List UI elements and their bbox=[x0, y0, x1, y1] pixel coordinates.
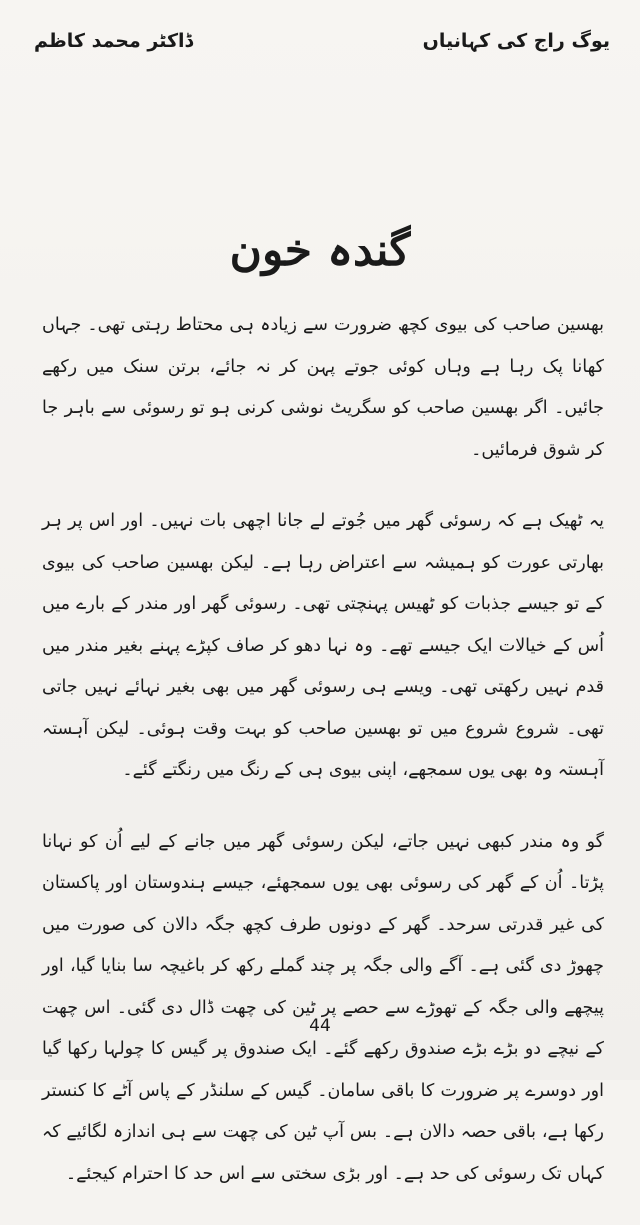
running-author-name: ڈاکٹر محمد کاظم bbox=[34, 30, 193, 52]
paragraph-3: گو وہ مندر کبھی نہیں جاتے، لیکن رسوئی گھر میں جانے کے لیے اُن کو نہانا پڑتا۔ اُن کے گھر کی رسوئی بھی یوں سمجھئے، جیسے ہندوستان اور پاکستان کی غیر قدرتی سرحد۔ گھر کے دونوں طرف کچھ جگہ دالان کی صورت میں چھوڑ دی گئی ہے۔ آگے والی جگہ پر چند گملے رکھ کر باغیچہ سا بنایا گیا، اور پیچھے والی جگہ کے تھوڑے سے حصے پر ٹین کی چھت ڈال دی گئی۔ اس چھت کے نیچے دو بڑے بڑے صندوق رکھے گئے۔ ایک صندوق پر گیس کا چولہا رکھا گیا اور دوسرے پر ضرورت کا باقی سامان۔ گیس کے سلنڈر کے پاس آٹے کا کنستر رکھا ہے، باقی حصہ دالان ہے۔ بس آپ ٹین کی چھت سے ہی اندازہ لگائیے کہ کہاں تک رسوئی کی حد ہے۔ اور بڑی سختی سے اس حد کا احترام کیجئے۔ bbox=[42, 831, 604, 1184]
paragraph-1: بھسین صاحب کی بیوی کچھ ضرورت سے زیادہ ہی محتاط رہتی تھی۔ جہاں کھانا پک رہا ہے وہاں کوئی جوتے پہن کر نہ جائے، برتن سنک میں رکھے جائیں۔ اگر بھسین صاحب کو سگریٹ نوشی کرنی ہو تو رسوئی سے باہر جا کر شوق فرمائیں۔ bbox=[42, 315, 604, 460]
chapter-title: گندہ خون bbox=[229, 225, 411, 276]
page-header bbox=[34, 30, 610, 60]
chapter-body bbox=[42, 305, 604, 1225]
paragraph-2: یہ ٹھیک ہے کہ رسوئی گھر میں جُوتے لے جانا اچھی بات نہیں۔ اور اس پر ہر بھارتی عورت کو ہمیشہ سے اعتراض رہا ہے۔ لیکن بھسین صاحب کی بیوی کے تو جیسے جذبات کو ٹھیس پہنچتی تھی۔ رسوئی گھر اور مندر کے بارے میں اُس کے خیالات ایک جیسے تھے۔ وہ نہا دھو کر صاف کپڑے پہنے بغیر مندر میں قدم نہیں رکھتی تھی۔ ویسے ہی رسوئی گھر میں بھی بغیر نہائے نہیں جاتی تھی۔ شروع شروع میں تو بھسین صاحب کو بہت وقت ہوئی۔ لیکن آہستہ آہستہ وہ بھی یوں سمجھے، اپنی بیوی ہی کے رنگ میں رنگتے گئے۔ bbox=[42, 511, 604, 780]
page-number: 44 bbox=[309, 1016, 331, 1036]
running-book-title: یوگ راج کی کہانیاں bbox=[422, 30, 610, 52]
